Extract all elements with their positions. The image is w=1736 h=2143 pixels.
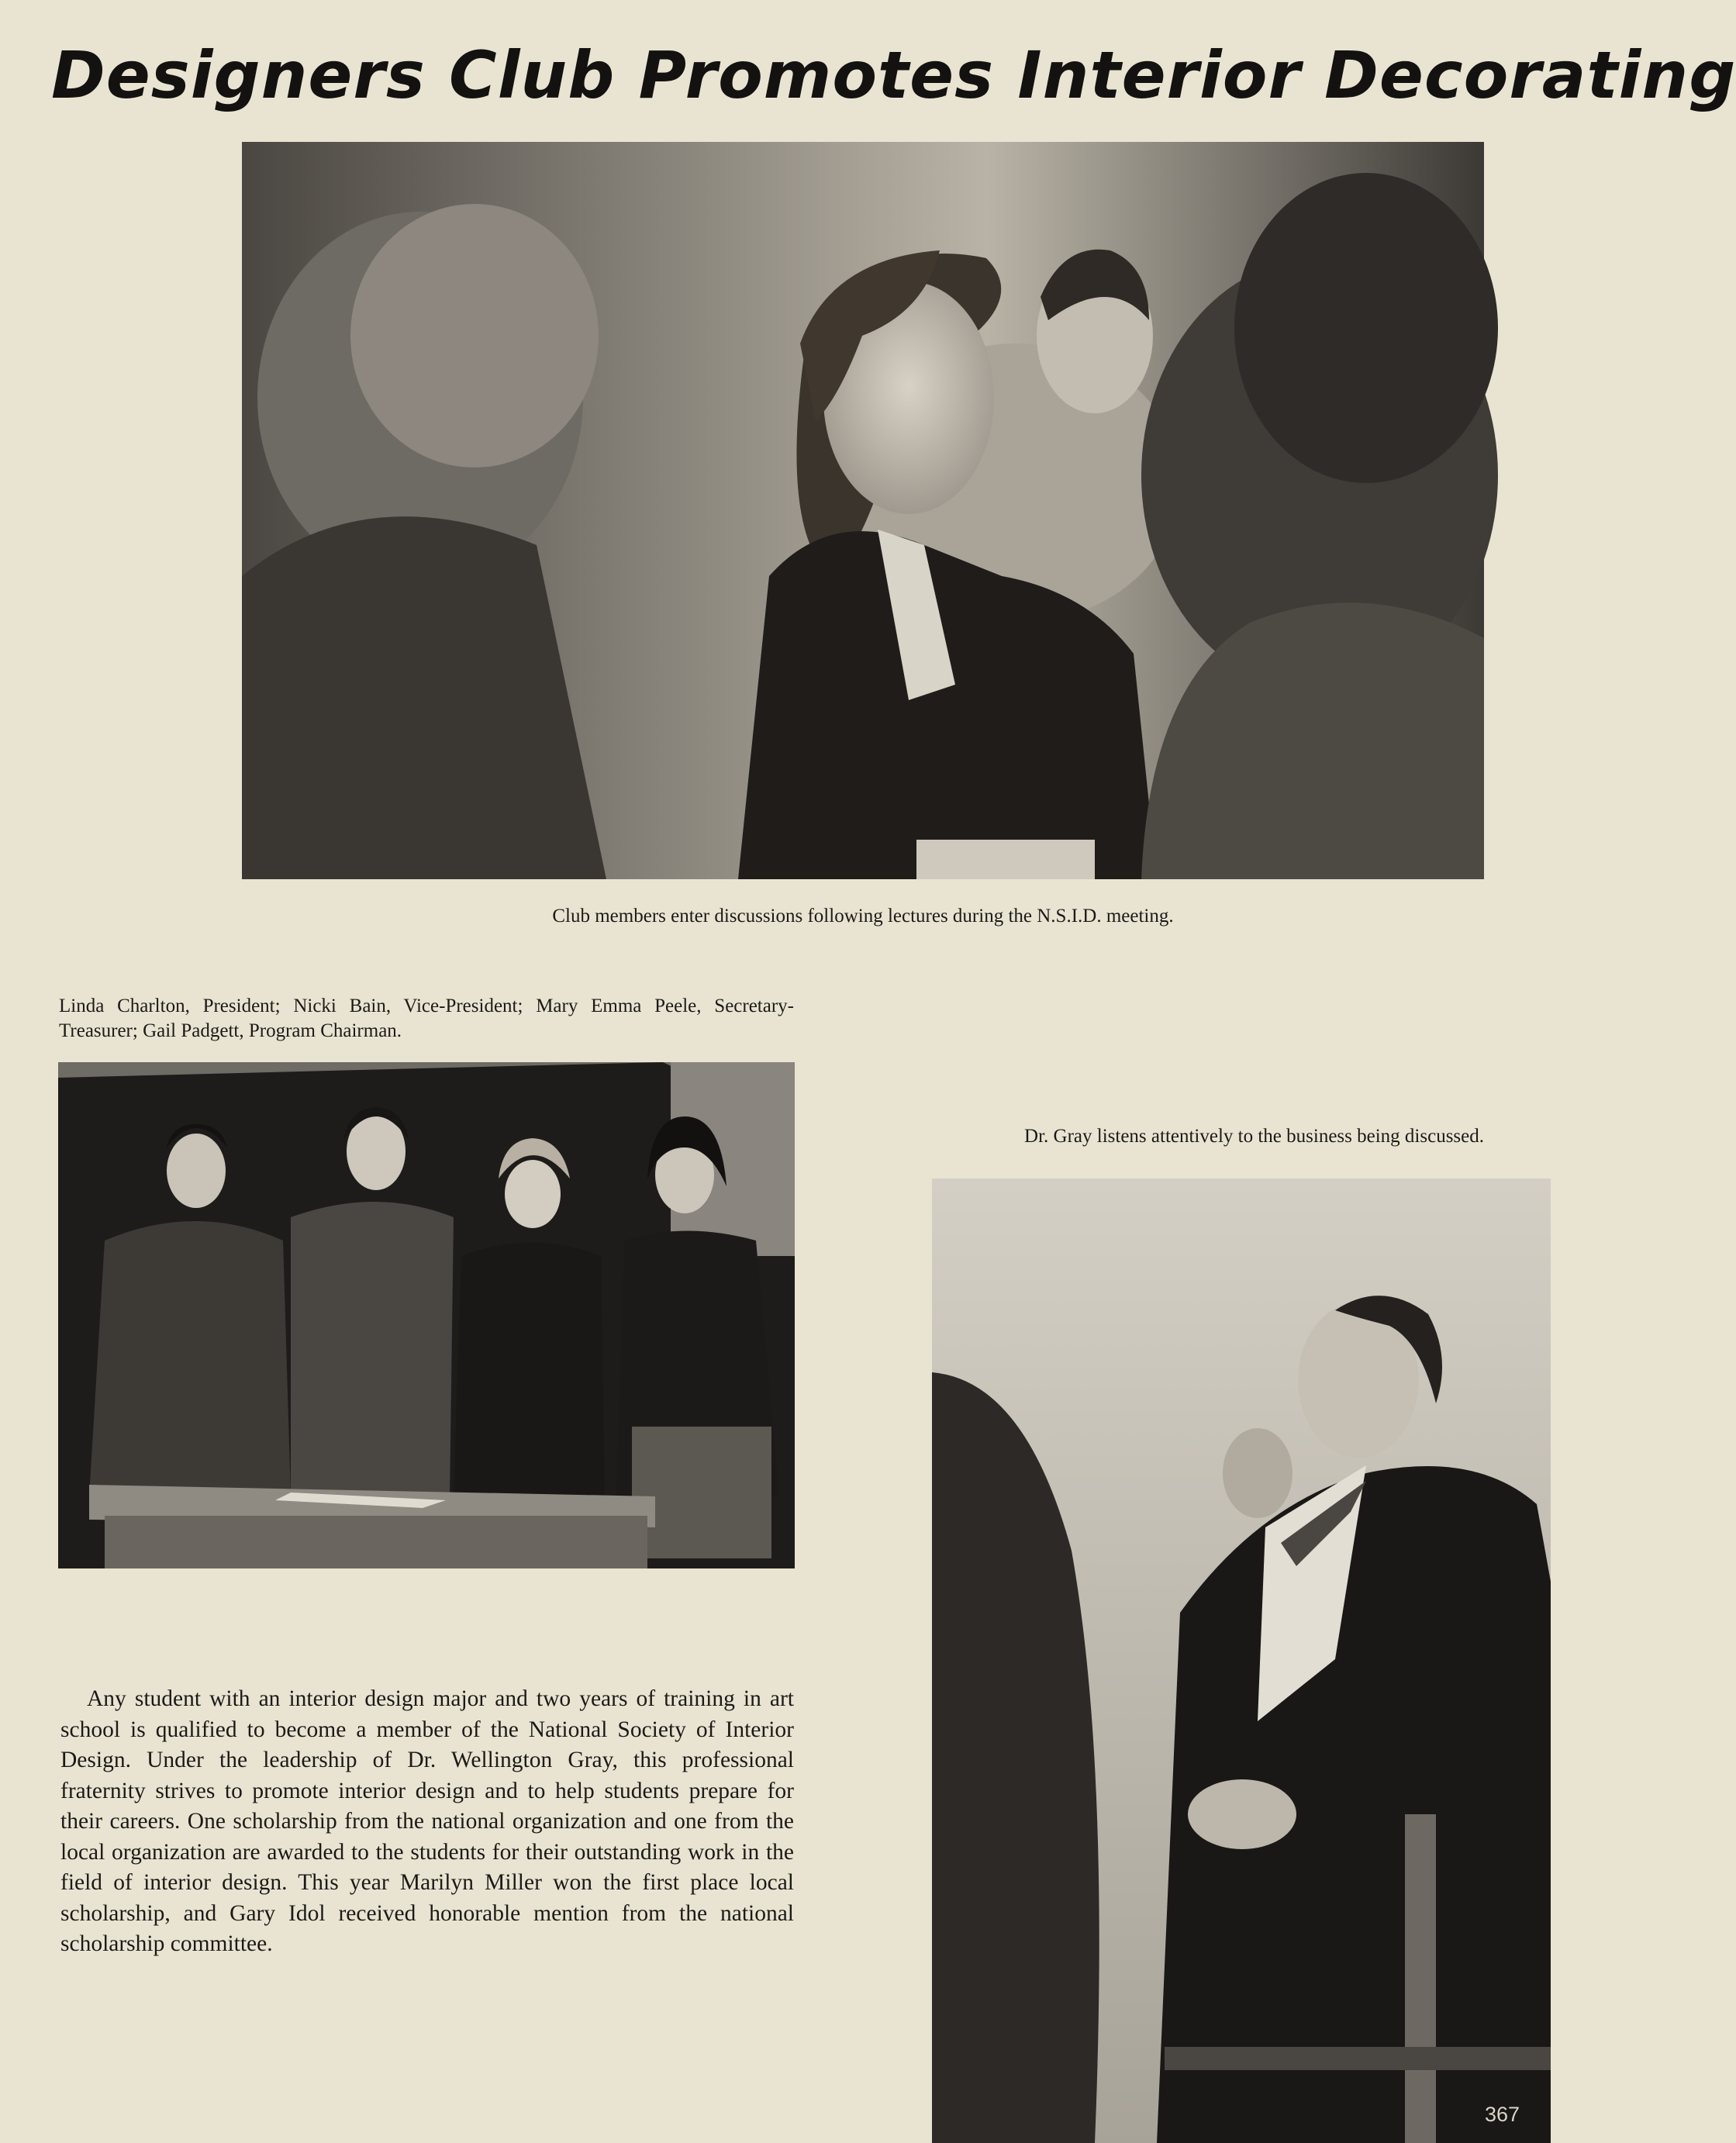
officers-caption: Linda Charlton, President; Nicki Bain, Vice-President; Mary Emma Peele, Secretary-Treasurer; Gail Padgett, Program Chairman.	[59, 996, 794, 1041]
officers-photo	[58, 1062, 795, 1568]
club-members-caption: Club members enter discussions following lectures during the N.S.I.D. meeting.	[552, 906, 1174, 927]
club-members-photo	[242, 142, 1484, 879]
page-number: 367	[1484, 2103, 1520, 2126]
dr-gray-caption: Dr. Gray listens attentively to the business being discussed.	[1024, 1126, 1484, 1147]
dr-gray-photo	[932, 1178, 1551, 2143]
page-headline: Designers Club Promotes Interior Decorating	[51, 37, 1736, 113]
article-body: Any student with an interior design major and two years of training in art school is qualified to become a member of the National Society of Interior Design. Under the leadership of Dr. Wellington Gray, this professional fraternity strives to promote interior design and to help students prepare for their careers. One scholarship from the national organization and one from the local organization are awarded to the students for their outstanding work in the field of interior design. This year Marilyn Miller won the first place local scholarship, and Gary Idol received honorable mention from the national scholarship committee.	[60, 1686, 794, 1956]
